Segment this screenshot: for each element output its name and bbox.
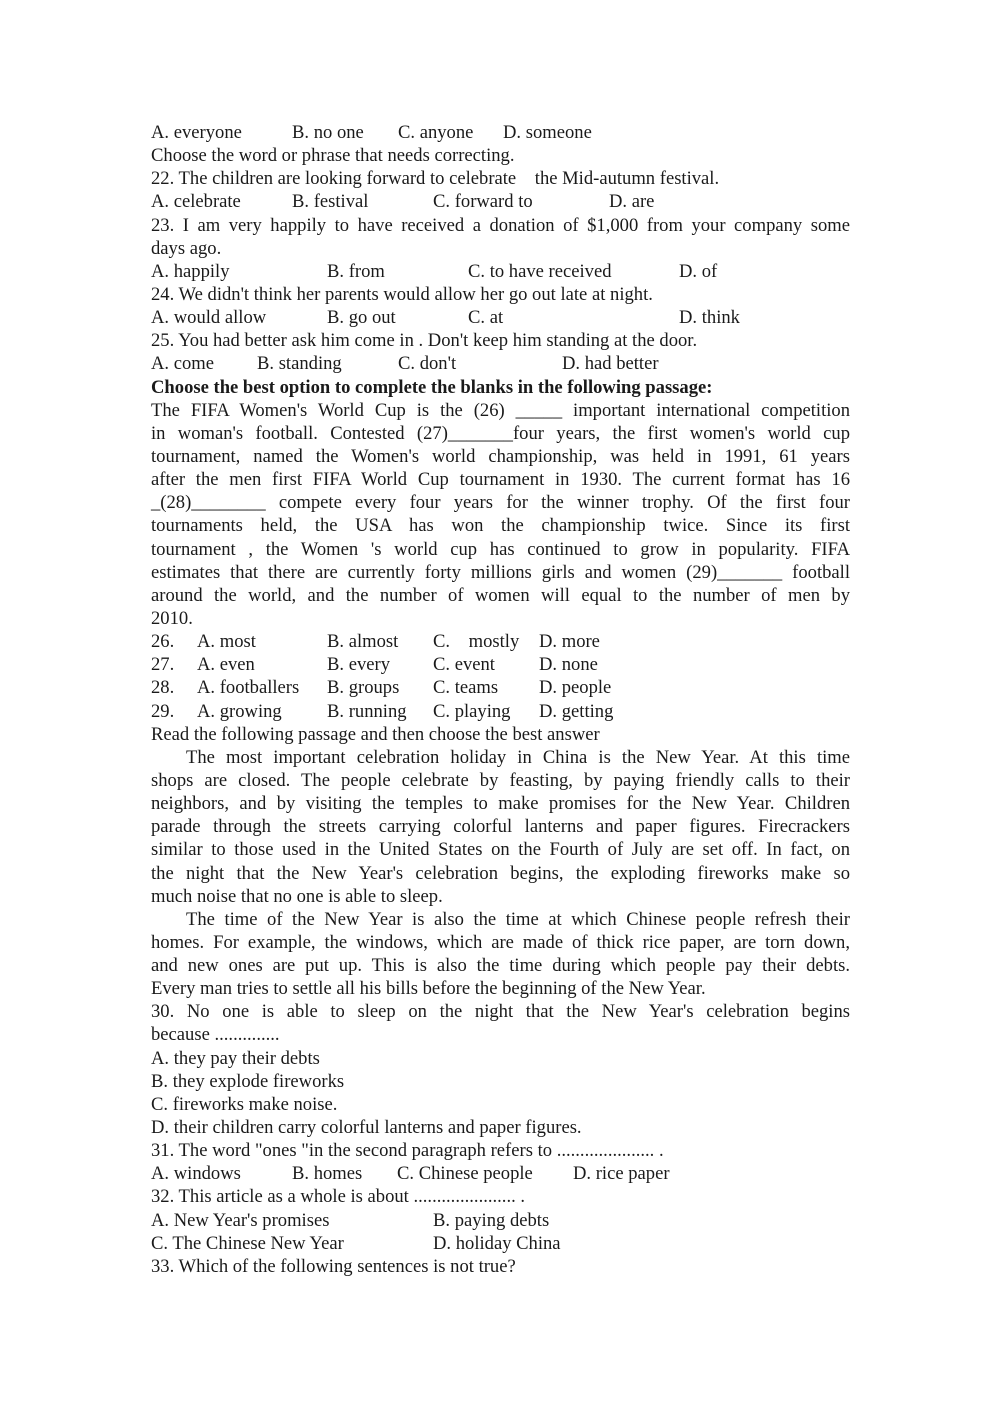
passage-line: estimates that there are currently forty millions girls and women (29)_______ football — [151, 561, 850, 583]
passage-line: _(28)________ compete every four years for the winner trophy. Of the first four — [151, 492, 850, 514]
option: B. almost — [327, 631, 399, 653]
q28-options — [151, 676, 850, 699]
passage-line: 2010. — [151, 607, 193, 629]
q23-options — [151, 260, 850, 283]
question-stem: 23. I am very happily to have received a donation of $1,000 from your company some — [151, 214, 850, 236]
passage-line: tournament , the Women 's world cup has continued to grow in popularity. FIFA — [151, 538, 850, 560]
option: D. people — [539, 677, 612, 699]
question-number: 27. — [151, 654, 175, 676]
option: A. New Year's promises — [151, 1209, 330, 1231]
q22-options — [151, 190, 850, 213]
section-instruction-correcting: Choose the word or phrase that needs correcting. — [151, 145, 515, 167]
passage-line: neighbors, and by visiting the temples to make promises for the New Year. Children — [151, 793, 850, 815]
question-number: 26. — [151, 631, 175, 653]
passage-line: tournaments held, the USA has won the championship twice. Since its first — [151, 515, 850, 537]
section-instruction-reading: Read the following passage and then choose the best answer — [151, 723, 600, 745]
option: A. come — [151, 353, 214, 375]
option: A. even — [197, 654, 255, 676]
passage-line: after the men first FIFA World Cup tournament in 1930. The current format has 16 — [151, 469, 850, 491]
passage-line: homes. For example, the windows, which are made of thick rice paper, are torn down, — [151, 931, 850, 953]
option: C. mostly — [433, 631, 520, 653]
passage-line: The FIFA Women's World Cup is the (26) _____ important international competition — [151, 399, 850, 421]
option: B. every — [327, 654, 390, 676]
option: C. playing — [433, 700, 511, 722]
option: A. happily — [151, 260, 230, 282]
option: B. go out — [327, 307, 396, 329]
option: B. running — [327, 700, 407, 722]
option: D. holiday China — [433, 1232, 561, 1254]
option: C. at — [468, 307, 504, 329]
question-number: 28. — [151, 677, 175, 699]
question-stem: 30. No one is able to sleep on the night that the New Year's celebration begins — [151, 1001, 850, 1023]
option: A. would allow — [151, 307, 267, 329]
option: B. paying debts — [433, 1209, 550, 1231]
question-number: 29. — [151, 700, 175, 722]
q26-options — [151, 630, 850, 653]
option: C. don't — [398, 353, 457, 375]
option: C. teams — [433, 677, 499, 699]
option: D. more — [539, 631, 600, 653]
q31-options — [151, 1162, 850, 1185]
option: D. someone — [503, 122, 592, 143]
passage-line: the night that the New Year's celebration begins, the exploding fireworks make so — [151, 862, 850, 884]
option: C. forward to — [433, 191, 533, 213]
question-stem-continued: because .............. — [151, 1024, 280, 1046]
option: B. groups — [327, 677, 400, 699]
option: B. festival — [292, 191, 369, 213]
q32-options-row1 — [151, 1209, 850, 1232]
option: C. Chinese people — [397, 1163, 533, 1185]
question-stem: 25. You had better ask him come in . Don't keep him standing at the door. — [151, 330, 698, 352]
option: A. footballers — [197, 677, 300, 699]
passage-line: similar to those used in the United States on the Fourth of July are set off. In fact, on — [151, 839, 850, 861]
option: A. windows — [151, 1163, 241, 1185]
passage-line: Every man tries to settle all his bills before the beginning of the New Year. — [151, 978, 706, 1000]
question-stem: 31. The word "ones "in the second paragraph refers to ..................... . — [151, 1140, 664, 1162]
question-stem: 32. This article as a whole is about ...................... . — [151, 1186, 526, 1208]
q25-options — [151, 352, 850, 375]
question-stem-continued: days ago. — [151, 237, 222, 259]
option: D. of — [679, 260, 718, 282]
passage-line: The time of the New Year is also the time at which Chinese people refresh their — [186, 908, 850, 930]
option: C. event — [433, 654, 495, 676]
q21-options — [151, 121, 850, 144]
question-stem: 24. We didn't think her parents would allow her go out late at night. — [151, 283, 653, 305]
q24-options — [151, 306, 850, 329]
option: A. they pay their debts — [151, 1047, 320, 1069]
option: B. standing — [257, 353, 342, 375]
section-instruction-cloze: Choose the best option to complete the blanks in the following passage: — [151, 376, 713, 398]
passage-line: around the world, and the number of women will equal to the number of men by — [151, 584, 850, 606]
option: D. think — [679, 307, 740, 329]
option: C. The Chinese New Year — [151, 1232, 344, 1254]
q29-options — [151, 700, 850, 723]
question-stem: 22. The children are looking forward to celebrate the Mid-autumn festival. — [151, 168, 720, 190]
option: A. growing — [197, 700, 282, 722]
option: D. rice paper — [573, 1163, 670, 1185]
passage-line: shops are closed. The people celebrate by feasting, by paying friendly calls to their — [151, 769, 850, 791]
option: C. fireworks make noise. — [151, 1093, 338, 1115]
option: A. celebrate — [151, 191, 241, 213]
option: C. to have received — [468, 260, 612, 282]
option: B. homes — [292, 1163, 363, 1185]
passage-line: The most important celebration holiday in China is the New Year. At this time — [186, 746, 850, 768]
option: B. no one — [292, 122, 364, 143]
question-stem: 33. Which of the following sentences is not true? — [151, 1255, 516, 1277]
passage-line: and new ones are put up. This is also the time during which people pay their debts. — [151, 955, 850, 977]
option: D. getting — [539, 700, 614, 722]
option: A. most — [197, 631, 256, 653]
option: D. are — [609, 191, 655, 213]
option: B. they explode fireworks — [151, 1070, 345, 1092]
worksheet-page — [151, 121, 850, 1278]
passage-line: in woman's football. Contested (27)_______four years, the first women's world cup — [151, 422, 850, 444]
q27-options — [151, 653, 850, 676]
option: D. had better — [562, 353, 659, 375]
option: D. their children carry colorful lanterns and paper figures. — [151, 1117, 582, 1139]
option: A. everyone — [151, 122, 242, 143]
passage-line: much noise that no one is able to sleep. — [151, 885, 443, 907]
q32-options-row2 — [151, 1232, 850, 1255]
option: D. none — [539, 654, 598, 676]
option: B. from — [327, 260, 385, 282]
option: C. anyone — [398, 122, 474, 143]
passage-line: parade through the streets carrying colorful lanterns and paper figures. Firecrackers — [151, 816, 850, 838]
passage-line: tournament, named the Women's world championship, was held in 1991, 61 years — [151, 445, 850, 467]
